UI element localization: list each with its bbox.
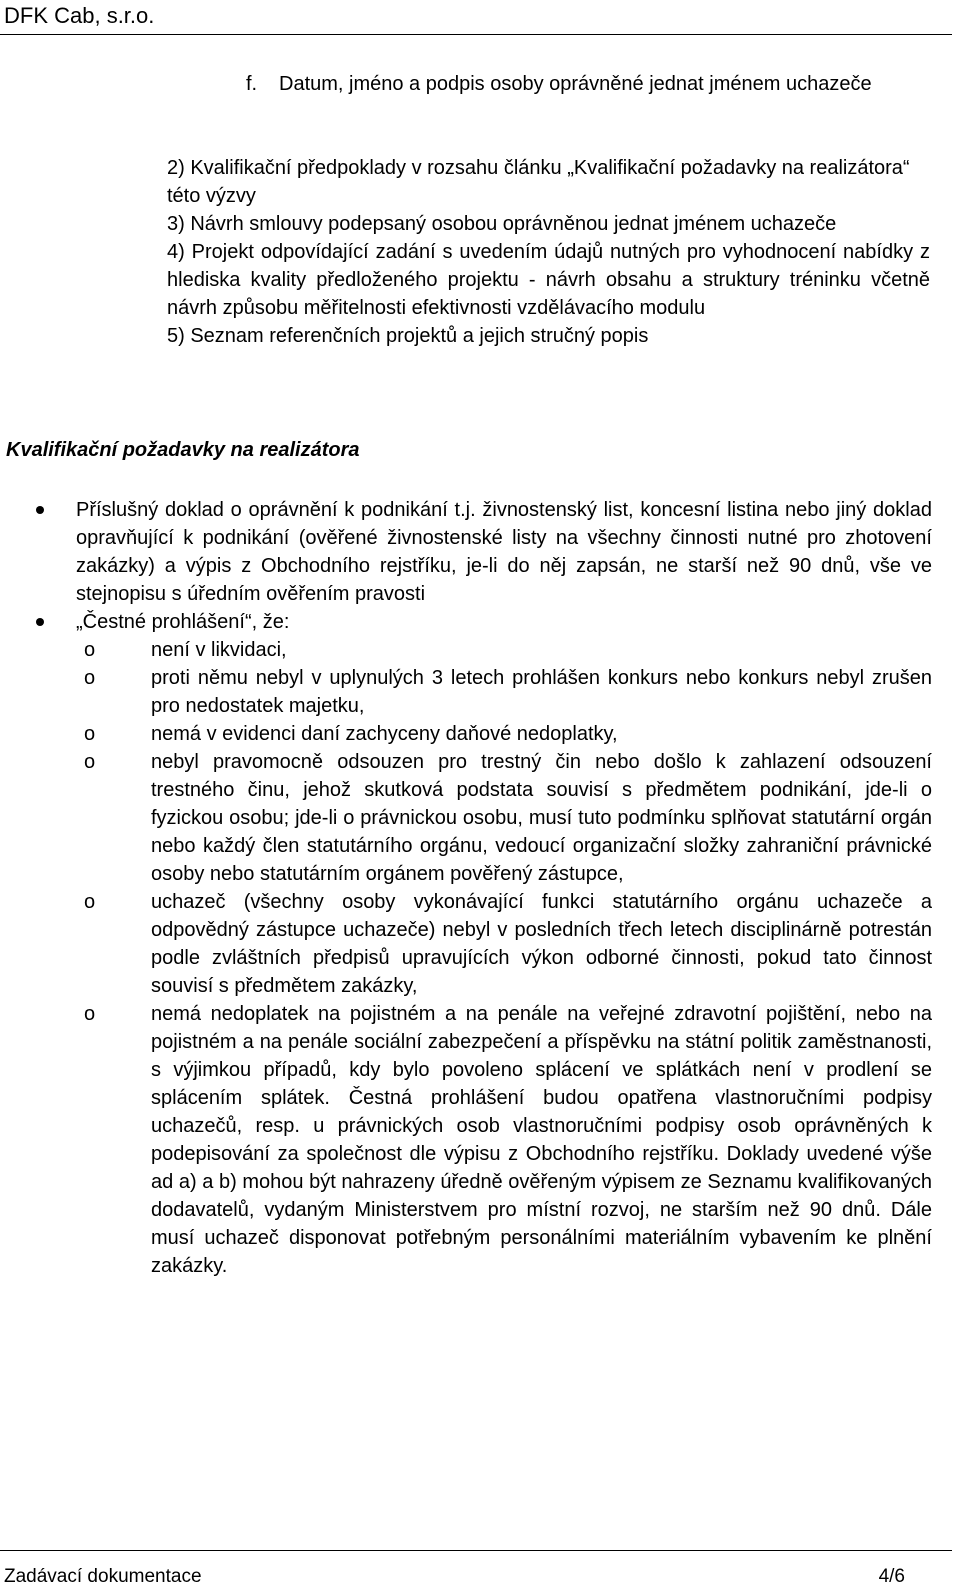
declaration-list xyxy=(76,636,932,1280)
sub-bullet-icon: o xyxy=(84,639,96,661)
sub-item xyxy=(76,636,932,664)
sub-item-text: nebyl pravomocně odsouzen pro trestný čin nebo došlo k zahlazení odsouzení trestného činu, jehož skutková podstata souvisí s předmětem podnikání, jde-li o fyzickou osobu; jde-li o právnickou osobu, musí tuto podmínku splňovat statutární orgán nebo každý člen statutárního orgánu, vedoucí organizační složky zahraniční právnické osoby nebo statutárním orgánem pověřený zástupce, xyxy=(151,751,932,885)
sub-item-text: uchazeč (všechny osoby vykonávající funkci statutárního orgánu uchazeče a odpovědný zástupce uchazeče) nebyl v posledních třech letech disciplinárně potrestán podle zvláštních předpisů upravujících výkon odborné činnosti, pokud tato činnost souvisí s předmětem zakázky, xyxy=(151,891,932,997)
footer-document-title: Zadávací dokumentace xyxy=(4,1566,202,1587)
sub-bullet-icon: o xyxy=(84,751,96,773)
bullet-item xyxy=(76,496,932,608)
list-item-f xyxy=(246,70,936,98)
sub-bullet-icon: o xyxy=(84,891,96,913)
numbered-list xyxy=(167,154,930,350)
section-heading: Kvalifikační požadavky na realizátora xyxy=(6,439,360,461)
sub-item-text: není v likvidaci, xyxy=(151,639,287,661)
sub-bullet-icon: o xyxy=(84,1003,96,1025)
sub-item-text: nemá nedoplatek na pojistném a na penále na veřejné zdravotní pojištění, nebo na pojistném a na penále sociální zabezpečení a příspěvku na státní politik zaměstnanosti, s výjimkou případů, kdy bylo povoleno splácení ve splátkách není v prodlení se splácením splátek. Čestná prohlášení budou opatřena vlastnoručními podpisy uchazečů, resp. u právnických osob vlastnoručními podpisy osob oprávněných k podepisování za společnost dle výpisu z Obchodního rejstříku. Doklady uvedené výše ad a) a b) mohou být nahrazeny úředně ověřeným výpisem ze Seznamu kvalifikovaných dodavatelů, vydaným Ministerstvem pro místní rozvoj, ne starším než 90 dnů. Dále musí uchazeč disponovat potřebným personálními materiálním vybavením ke plnění zakázky. xyxy=(151,1003,932,1277)
list-item: 4) Projekt odpovídající zadání s uvedením údajů nutných pro vyhodnocení nabídky z hlediska kvality předloženého projektu - návrh obsahu a struktury tréninku včetně návrh způsobu měřitelnosti efektivnosti vzdělávacího modulu xyxy=(167,241,930,319)
list-item: 5) Seznam referenčních projektů a jejich stručný popis xyxy=(167,325,649,347)
list-item: 3) Návrh smlouvy podepsaný osobou oprávněnou jednat jménem uchazeče xyxy=(167,213,837,235)
sub-item xyxy=(76,720,932,748)
sub-item-text: nemá v evidenci daní zachyceny daňové nedoplatky, xyxy=(151,723,618,745)
sub-item xyxy=(76,748,932,888)
sub-item xyxy=(76,888,932,1000)
bullet-text: „Čestné prohlášení“, že: xyxy=(76,611,290,633)
page-number: 4/6 xyxy=(878,1566,905,1587)
header-company: DFK Cab, s.r.o. xyxy=(4,3,155,28)
header-divider xyxy=(0,34,952,35)
sub-bullet-icon: o xyxy=(84,723,96,745)
sub-bullet-icon: o xyxy=(84,667,96,689)
bullet-text: Příslušný doklad o oprávnění k podnikání t.j. živnostenský list, koncesní listina nebo jiný doklad opravňující k podnikání (ověřené živnostenské listy na všechny činnosti nutné pro zhotovení zakázky) a výpis z Obchodního rejstříku, je-li do něj zapsán, ne starší než 90 dnů, vše ve stejnopisu s úředním ověřením pravosti xyxy=(76,499,932,605)
sub-item xyxy=(76,1000,932,1280)
sub-item xyxy=(76,664,932,720)
bullet-icon xyxy=(36,506,44,514)
list-item: 2) Kvalifikační předpoklady v rozsahu článku „Kvalifikační požadavky na realizátora“ této výzvy xyxy=(167,157,910,207)
footer-divider xyxy=(0,1550,952,1551)
sub-item-text: proti němu nebyl v uplynulých 3 letech prohlášen konkurs nebo konkurs nebyl zrušen pro nedostatek majetku, xyxy=(151,667,932,717)
bullet-icon xyxy=(36,618,44,626)
list-marker: f. xyxy=(246,73,258,95)
requirements-list xyxy=(76,496,932,1280)
list-item-text: Datum, jméno a podpis osoby oprávněné jednat jménem uchazeče xyxy=(279,73,872,95)
bullet-item xyxy=(76,608,932,1280)
